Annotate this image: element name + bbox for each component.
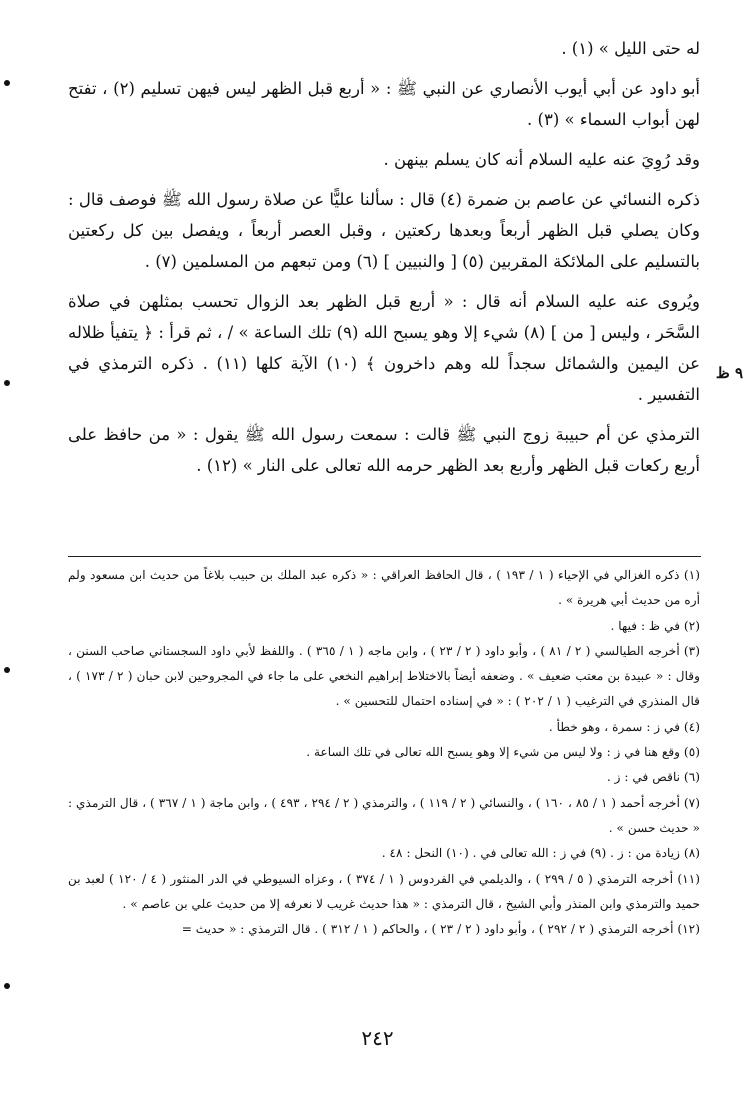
footnote-divider bbox=[68, 556, 701, 557]
footnote: (٨) زيادة من : ز . (٩) في ز : الله تعالى في . (١٠) النحل : ٤٨ . bbox=[381, 846, 700, 861]
paragraph: ذكره النسائي عن عاصم بن ضمرة (٤) قال : سألنا عليًّا عن صلاة رسول الله ﷺ فوصف قال : وكان يصلي قبل الظهر أربعاً وبعدها ركعتين ، وقبل العصر أربعاً ، ويفصل بين كل ركعتين بالتسليم على الملائكة المقربين (٥) [ والنبيين ] (٦) ومن تبعهم من المسلمين (٧) . bbox=[68, 190, 700, 271]
page-number: ٢٤٢ bbox=[361, 1026, 394, 1050]
footnote: (٢) في ظ : فيها . bbox=[610, 618, 700, 633]
paragraph: أبو داود عن أبي أيوب الأنصاري عن النبي ﷺ : « أربع قبل الظهر ليس فيهن تسليم (٢) ، تفتح لهن أبواب السماء » (٣) . bbox=[68, 79, 700, 129]
paragraph: الترمذي عن أم حبيبة زوج النبي ﷺ قالت : سمعت رسول الله ﷺ يقول : « من حافظ على أربع ركعات قبل الظهر وأربع بعد الظهر حرمه الله تعالى على النار » (١٢) . bbox=[68, 425, 700, 475]
footnote: (١) ذكره الغزالي في الإحياء ( ١ / ١٩٣ ) ، قال الحافظ العراقي : « ذكره عبد الملك بن حبيب بلاغاً من حديث ابن مسعود ولم أره من حديث أبي هريرة » . bbox=[68, 568, 700, 608]
manuscript-margin-note: ٩ ظ bbox=[715, 364, 743, 382]
footnote: (٤) في ز : سمرة ، وهو خطأ . bbox=[548, 719, 700, 734]
margin-dot bbox=[4, 380, 10, 386]
paragraph: له حتى الليل » (١) . bbox=[561, 39, 700, 58]
footnotes bbox=[68, 563, 700, 942]
margin-dot bbox=[4, 983, 10, 989]
main-text bbox=[68, 33, 700, 481]
footnote: (٥) وقع هنا في ز : ولا ليس من شيء إلا وهو يسبح الله تعالى في تلك الساعة . bbox=[306, 745, 700, 760]
footnote: (٣) أخرجه الطيالسي ( ٢ / ٨١ ) ، وأبو داود ( ٢ / ٢٣ ) ، وابن ماجه ( ١ / ٣٦٥ ) . واللفظ لأبي داود السجستاني صاحب السنن ، وقال : « عبيدة بن معتب ضعيف » . وضعفه أيضاً بالاختلاط إبراهيم النخعي على ما جاء في المجروحين لابن حبان ( ٢ / ١٧٣ ) ، قال المنذري في الترغيب ( ١ / ٢٠٢ ) : « في إسناده احتمال للتحسين » . bbox=[68, 643, 701, 709]
footnote: (٧) أخرجه أحمد ( ١ / ٨٥ ، ١٦٠ ) ، والنسائي ( ٢ / ١١٩ ) ، والترمذي ( ٢ / ٢٩٤ ، ٤٩٣ ) ، وابن ماجة ( ١ / ٣٦٧ ) ، قال الترمذي : « حديث حسن » . bbox=[68, 795, 700, 835]
paragraph: وقد رُوِيَ عنه عليه السلام أنه كان يسلم بينهن . bbox=[383, 150, 700, 169]
margin-dot bbox=[4, 80, 10, 86]
footnote: (٦) ناقص في : ز . bbox=[606, 770, 700, 785]
margin-dot bbox=[4, 667, 10, 673]
paragraph: ويُروى عنه عليه السلام أنه قال : « أربع قبل الظهر بعد الزوال تحسب بمثلهن في صلاة السَّحَر ، وليس [ من ] (٨) شيء إلا وهو يسبح الله (٩) تلك الساعة » / ، ثم قرأ : ﴿ يتفيأ ظلاله عن اليمين والشمائل سجداً لله وهم داخرون ﴾ (١٠) الآية كلها (١١) . ذكره الترمذي في التفسير . bbox=[68, 292, 700, 404]
footnote: (١١) أخرجه الترمذي ( ٥ / ٢٩٩ ) ، والديلمي في الفردوس ( ١ / ٣٧٤ ) ، وعزاه السيوطي في الدر المنثور ( ٤ / ١٢٠ ) لعبد بن حميد والترمذي وابن المنذر وأبي الشيخ ، قال الترمذي : « هذا حديث غريب لا نعرفه إلا من حديث علي بن عاصم » . bbox=[68, 871, 701, 911]
footnote: (١٢) أخرجه الترمذي ( ٢ / ٢٩٢ ) ، وأبو داود ( ٢ / ٢٣ ) ، والحاكم ( ١ / ٣١٢ ) . قال الترمذي : « حديث = bbox=[181, 922, 700, 937]
